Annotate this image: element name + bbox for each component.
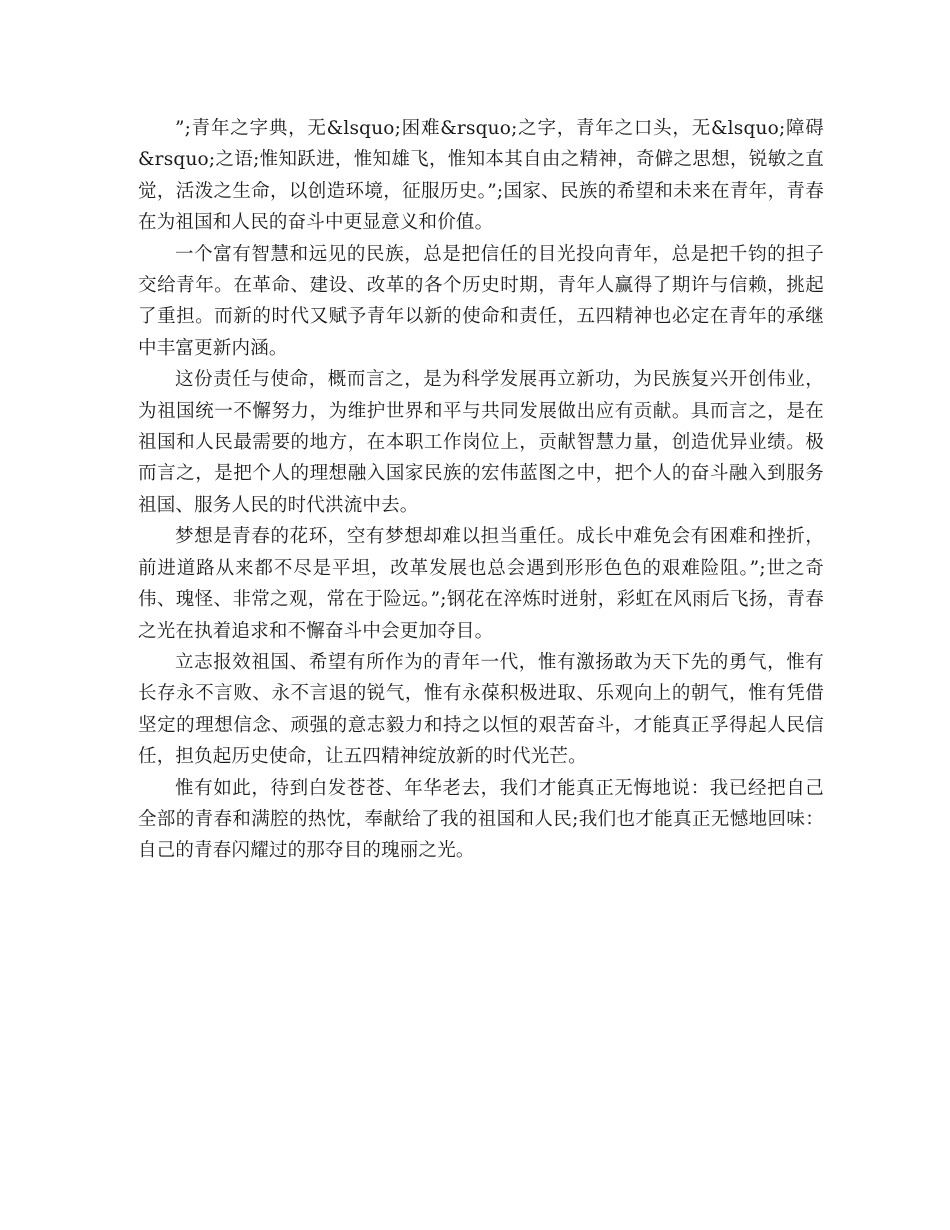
paragraph-6: 惟有如此，待到白发苍苍、年华老去，我们才能真正无悔地说：我已经把自己全部的青春和满腔的热忱，奉献给了我的祖国和人民;我们也才能真正无憾地回味：自己的青春闪耀过的那夺目的瑰丽之光。 (138, 777, 824, 862)
document-body (138, 113, 824, 867)
paragraph-5: 立志报效祖国、希望有所作为的青年一代，惟有激扬敢为天下先的勇气，惟有长存永不言败、永不言退的锐气，惟有永葆积极进取、乐观向上的朝气，惟有凭借坚定的理想信念、顽强的意志毅力和持之以恒的艰苦奋斗，才能真正孚得起人民信任，担负起历史使命，让五四精神绽放新的时代光芒。 (138, 651, 824, 768)
paragraph-1: ”;青年之字典，无&lsquo;困难&rsquo;之字，青年之口头，无&lsquo;障碍&rsquo;之语;惟知跃进，惟知雄飞，惟知本其自由之精神，奇僻之思想，锐敏之直觉，活泼之生命，以创造环境，征服历史。”;国家、民族的希望和未来在青年，青春在为祖国和人民的奋斗中更显意义和价值。 (138, 118, 824, 234)
paragraph-2: 一个富有智慧和远见的民族，总是把信任的目光投向青年，总是把千钧的担子交给青年。在革命、建设、改革的各个历史时期，青年人赢得了期许与信赖，挑起了重担。而新的时代又赋予青年以新的使命和责任，五四精神也必定在青年的承继中丰富更新内涵。 (138, 243, 824, 359)
paragraph-3: 这份责任与使命，概而言之，是为科学发展再立新功，为民族复兴开创伟业，为祖国统一不懈努力，为维护世界和平与共同发展做出应有贡献。具而言之，是在祖国和人民最需要的地方，在本职工作岗位上，贡献智慧力量，创造优异业绩。极而言之，是把个人的理想融入国家民族的宏伟蓝图之中，把个人的奋斗融入到服务祖国、服务人民的时代洪流中去。 (138, 369, 824, 516)
paragraph-4: 梦想是青春的花环，空有梦想却难以担当重任。成长中难免会有困难和挫折，前进道路从来都不尽是平坦，改革发展也总会遇到形形色色的艰难险阻。”;世之奇伟、瑰怪、非常之观，常在于险远。”;钢花在淬炼时迸射，彩虹在风雨后飞扬，青春之光在执着追求和不懈奋斗中会更加夺目。 (138, 526, 824, 642)
